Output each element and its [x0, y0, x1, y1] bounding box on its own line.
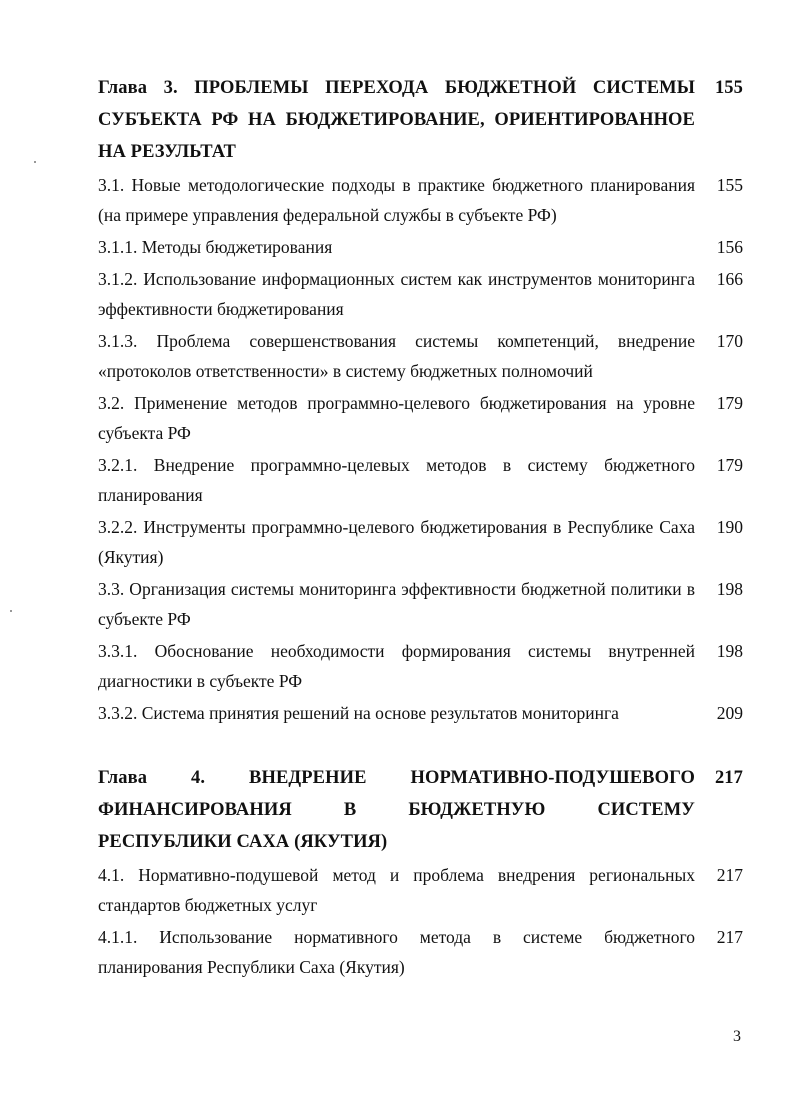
chapter-spacer [98, 728, 743, 762]
section-title: 4.1.1. Использование нормативного метода в системе бюджетного планирования Республики Саха (Якутия) [98, 927, 695, 977]
chapter-4-word: БЮДЖЕТНУЮ [408, 800, 546, 820]
toc-section[interactable] [98, 264, 743, 324]
chapter-4-title-line-1 [98, 762, 695, 794]
section-title: 3.3.2. Система принятия решений на основе результатов мониторинга [98, 703, 619, 723]
section-page: 190 [716, 517, 743, 537]
section-page: 166 [716, 269, 743, 289]
chapter-4-word: СИСТЕМУ [597, 800, 695, 820]
toc-chapter-4[interactable] [98, 762, 743, 858]
section-title: 3.2.1. Внедрение программно-целевых методов в систему бюджетного планирования [98, 455, 695, 505]
chapter-4-title-line-3: РЕСПУБЛИКИ САХА (ЯКУТИЯ) [98, 832, 388, 852]
toc-section[interactable] [98, 326, 743, 386]
toc-section[interactable] [98, 388, 743, 448]
toc-section[interactable] [98, 512, 743, 572]
section-page: 179 [716, 455, 743, 475]
toc-section[interactable] [98, 922, 743, 982]
chapter-4-title [98, 762, 695, 858]
section-title: 3.2. Применение методов программно-целевого бюджетирования на уровне субъекта РФ [98, 393, 695, 443]
section-page: 217 [716, 927, 743, 947]
chapter-4-page: 217 [714, 768, 743, 788]
section-title: 3.2.2. Инструменты программно-целевого бюджетирования в Республике Саха (Якутия) [98, 517, 695, 567]
section-page: 198 [716, 579, 743, 599]
section-page: 179 [716, 393, 743, 413]
scan-speck [10, 610, 12, 612]
section-title: 3.1.3. Проблема совершенствования системы компетенций, внедрение «протоколов ответственности» в систему бюджетных полномочий [98, 331, 695, 381]
section-title: 3.1.1. Методы бюджетирования [98, 237, 333, 257]
chapter-4-word: НОРМАТИВНО-ПОДУШЕВОГО [410, 768, 695, 788]
table-of-contents [98, 72, 743, 982]
chapter-3-page: 155 [714, 78, 743, 98]
toc-chapter-3[interactable] [98, 72, 743, 168]
chapter-4-word: 4. [191, 768, 206, 788]
page-number: 3 [733, 1028, 741, 1045]
toc-section[interactable] [98, 574, 743, 634]
toc-section[interactable] [98, 860, 743, 920]
toc-section[interactable] [98, 636, 743, 696]
section-page: 155 [716, 175, 743, 195]
section-page: 217 [716, 865, 743, 885]
section-page: 156 [716, 237, 743, 257]
toc-section[interactable] [98, 232, 743, 262]
chapter-4-word: ФИНАНСИРОВАНИЯ [98, 800, 292, 820]
chapter-4-title-line-2 [98, 794, 695, 826]
section-page: 209 [716, 703, 743, 723]
section-title: 3.3.1. Обоснование необходимости формирования системы внутренней диагностики в субъекте РФ [98, 641, 695, 691]
section-title: 3.3. Организация системы мониторинга эффективности бюджетной политики в субъекте РФ [98, 579, 695, 629]
chapter-4-word: Глава [98, 768, 148, 788]
section-page: 198 [716, 641, 743, 661]
chapter-4-word: ВНЕДРЕНИЕ [249, 768, 367, 788]
section-title: 4.1. Нормативно-подушевой метод и проблема внедрения региональных стандартов бюджетных услуг [98, 865, 695, 915]
section-page: 170 [716, 331, 743, 351]
scan-speck [34, 161, 36, 163]
chapter-3-title: Глава 3. ПРОБЛЕМЫ ПЕРЕХОДА БЮДЖЕТНОЙ СИСТЕМЫ СУБЪЕКТА РФ НА БЮДЖЕТИРОВАНИЕ, ОРИЕНТИРОВАННОЕ НА РЕЗУЛЬТАТ [98, 78, 695, 162]
section-title: 3.1. Новые методологические подходы в практике бюджетного планирования (на примере управления федеральной службы в субъекте РФ) [98, 175, 695, 225]
toc-section[interactable] [98, 170, 743, 230]
toc-section[interactable] [98, 698, 743, 728]
section-title: 3.1.2. Использование информационных систем как инструментов мониторинга эффективности бюджетирования [98, 269, 695, 319]
toc-section[interactable] [98, 450, 743, 510]
chapter-4-word: В [343, 800, 357, 820]
